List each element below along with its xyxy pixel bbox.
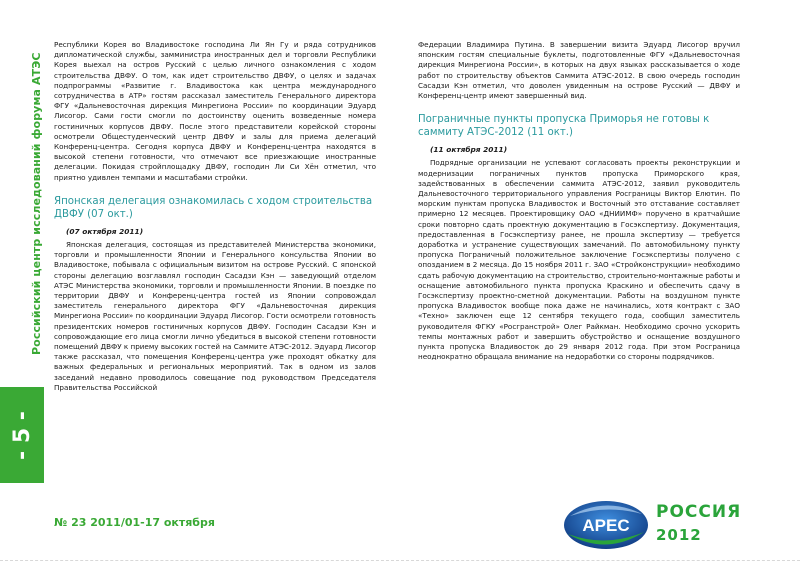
article-paragraph: Республики Корея во Владивостоке господина Ли Ян Гу и ряда сотрудников дипломатической службы, замминистра иностранных дел и торговли Республики Корея выехал на остров Русский с целью личного ознакомления с ходом строительства ДВФУ. О том, как идет строительство ДВФУ, о целях и задачах подпрограммы «Развитие г. Владивостока как центра международного сотрудничества в АТР» гостям рассказал заместитель Генерального директора ФГУ «Дальневосточная дирекция Минрегиона России» по координации Эдуард Лисогор. Сами гости смогли по достоинству оценить возведенные номера гостиничных корпусов ДВФУ. После этого представители корейской стороны осмотрели Общестуденческий центр ДВФУ и залы для приема делегаций Конференц-центра. Сегодня корпуса ДВФУ и Конференц-центра находятся в высокой степени готовности, что отмечают все приезжающие иностранные делегации. Покидая стройплощадку ДВФУ, господин Ли Си Хён отметил, что приятно удивлен темпами и масштабами стройки. xyxy=(54,40,376,182)
logo-country: РОССИЯ xyxy=(656,502,742,522)
article-heading-border: Пограничные пункты пропуска Приморья не готовы к саммиту АТЭС-2012 (11 окт.) xyxy=(418,114,710,139)
page-number: - 5 - xyxy=(9,410,35,460)
logo-year: 2012 xyxy=(656,526,702,544)
article-paragraph: Японская делегация, состоящая из представителей Министерства экономики, торговли и промышленности Японии и Генерального консульства Японии во Владивостоке, побывала с официальным визитом на острове Русский. С японской стороны делегацию возглавлял господин Сасадзи Кэн — заведующий отделом АТЭС Министерства экономики, торговли и промышленности Японии. В поездке по территории ДВФУ и Конференц-центра гостей из Японии сопровождал заместитель генерального директора ФГУ «Дальневосточная дирекция Минрегиона России» по координации Эдуард Лисогор. Гости осмотрели готовность президентских номеров гостиничных корпусов ДВФУ. Господин Сасадзи Кэн и сопровождающие его лица смогли лично убедиться в высокой степени готовности помещений ДВФУ к приему высоких гостей на Саммите АТЭС-2012. Эдуард Лисогор также рассказал, что помещения Конференц-центра уже проходят обкатку для важных федеральных и региональных мероприятий. Так в одном из залов заседаний недавно проводилось совещание под руководством Председателя Правительства Российской xyxy=(54,240,376,392)
issue-line: № 23 2011/01-17 октября xyxy=(54,516,215,529)
article-paragraph: Подрядные организации не успевают согласовать проекты реконструкции и модернизации пограничных пунктов пропуска Приморского края, задействованных в обеспечении саммита АТЭС-2012, заявил руководитель Дальневосточного территориального управления Росграницы Виктор Елютин. По морским пунктам пропуска Владивосток и Восточный это отставание составляет примерно 12 месяцев. Проектировщику ОАО «ДНИИМФ» поручено в кратчайшие сроки повторно сдать проектную документацию в Госэкспертизу. Документация, предоставленная в Госэкспертизу ранее, не прошла экспертизу — требуется доработка и устранение существующих замечаний. По автомобильному пункту пропуска Пограничный положительное заключение Госэкспертизы получено с опозданием в 2 месяца. До 15 ноября 2011 г. ЗАО «Стройконструкции» необходимо сдать рабочую документацию на строительство, строительно-монтажные работы и оснащение автомобильного пункта пропуска Краскино и обеспечить сдачу в Госэкспертизу проектно-сметной документации. Работы на воздушном пункте пропуска Владивосток вообще пока даже не начинались, хотя контракт с ЗАО «Техно» заключен еще 12 сентября текущего года, сообщил заместитель руководителя ФГКУ «Росгранстрой» Олег Райкман. Необходимо срочно ускорить темпы монтажных работ и завершить обустройство и оснащение воздушного пункта пропуска Владивосток до 29 января 2012 года. При этом Росграница неоднократно обращала внимание на недоработки со стороны подрядчиков. xyxy=(418,158,740,362)
right-column xyxy=(418,40,740,362)
left-column xyxy=(54,40,376,393)
apec-russia-logo xyxy=(560,494,790,556)
article-date: (11 октября 2011) xyxy=(430,145,508,155)
bottom-divider xyxy=(0,560,800,562)
article-heading-japan: Японская делегация ознакомилась с ходом строительства ДВФУ (07 окт.) xyxy=(54,195,373,220)
apec-emblem-icon xyxy=(560,494,652,556)
apec-logo-text: APEC xyxy=(582,516,630,535)
page-number-box xyxy=(0,387,44,483)
article-paragraph: Федерации Владимира Путина. В завершении визита Эдуард Лисогор вручил японским гостям специальные буклеты, подготовленные ФГУ «Дальневосточная дирекция Минрегиона России», в которых на двух языках рассказывается о ходе работ по строительству объектов Саммита АТЭС-2012. В свою очередь господин Сасадзи Кэн отметил, что доволен увиденным на острове Русский — ДВФУ и Конференц-центр имеют завершенный вид. xyxy=(418,40,740,101)
vertical-title: Российский центр исследований форума АТЭС xyxy=(30,52,43,355)
article-date: (07 октября 2011) xyxy=(66,226,144,236)
